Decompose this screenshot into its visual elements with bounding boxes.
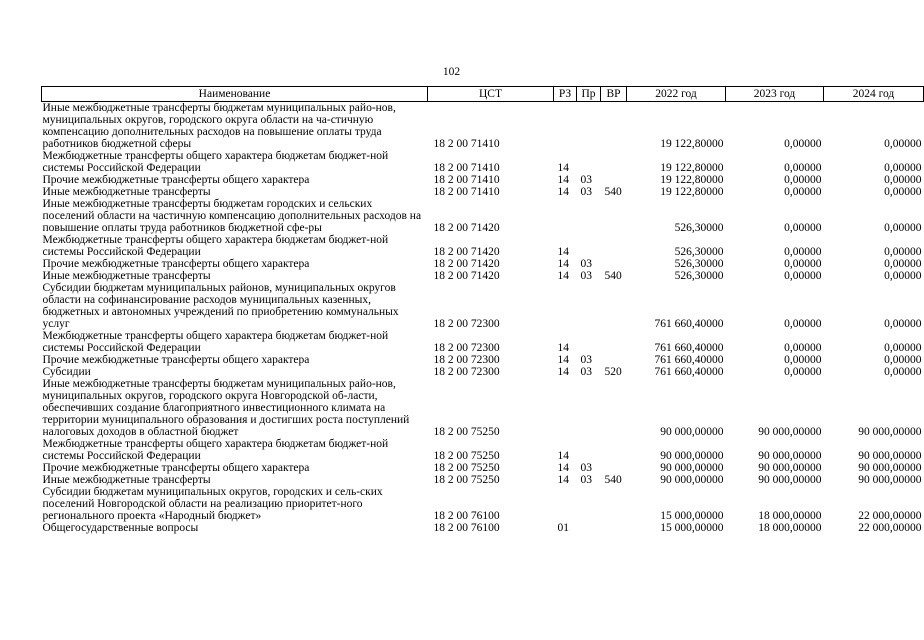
row-pr: 03	[580, 474, 592, 486]
row-value-2023: 90 000,00000	[758, 426, 822, 438]
row-rz	[554, 486, 577, 522]
table-body	[42, 102, 924, 535]
row-name: Иные межбюджетные трансферты	[42, 474, 211, 486]
row-vr	[601, 174, 627, 186]
row-value-2024: 90 000,00000	[858, 462, 922, 474]
row-vr	[601, 462, 627, 474]
budget-table	[41, 86, 924, 534]
row-code: 18 2 00 72300	[433, 354, 500, 366]
row-code: 18 2 00 72300	[433, 366, 500, 378]
table-row	[42, 330, 924, 354]
row-value-2022: 19 122,80000	[660, 186, 724, 198]
row-value-2023: 0,00000	[784, 342, 822, 354]
row-name: Прочие межбюджетные трансферты общего характера	[42, 354, 310, 366]
row-pr	[577, 150, 601, 174]
table-header-row	[42, 87, 924, 102]
row-value-2022: 15 000,00000	[660, 522, 724, 534]
row-value-2022: 90 000,00000	[660, 462, 724, 474]
row-pr: 03	[580, 186, 592, 198]
row-rz: 14	[557, 474, 569, 486]
row-value-2024: 90 000,00000	[858, 450, 922, 462]
row-vr	[601, 438, 627, 462]
row-code: 18 2 00 71420	[433, 222, 500, 234]
table-row	[42, 282, 924, 330]
row-rz: 14	[557, 162, 569, 174]
row-pr	[577, 438, 601, 462]
row-rz: 14	[557, 462, 569, 474]
row-name: Прочие межбюджетные трансферты общего характера	[42, 258, 310, 270]
row-vr	[601, 522, 627, 534]
row-value-2022: 90 000,00000	[660, 426, 724, 438]
row-value-2024: 0,00000	[884, 258, 922, 270]
row-code: 18 2 00 71420	[433, 258, 500, 270]
row-vr	[601, 198, 627, 234]
row-code: 18 2 00 71410	[433, 138, 500, 150]
row-value-2022: 526,30000	[674, 270, 724, 282]
row-value-2023: 0,00000	[784, 186, 822, 198]
row-rz: 14	[557, 270, 569, 282]
row-pr: 03	[580, 270, 592, 282]
row-value-2024: 90 000,00000	[858, 474, 922, 486]
row-value-2024: 0,00000	[884, 366, 922, 378]
row-vr	[601, 150, 627, 174]
row-rz: 01	[557, 522, 569, 534]
row-value-2023: 0,00000	[784, 222, 822, 234]
table-row	[42, 198, 924, 234]
row-vr	[601, 330, 627, 354]
row-value-2022: 19 122,80000	[660, 174, 724, 186]
row-name: Прочие межбюджетные трансферты общего характера	[42, 174, 310, 186]
row-value-2024: 0,00000	[884, 318, 922, 330]
page-number: 102	[442, 66, 461, 78]
row-code: 18 2 00 71410	[433, 174, 500, 186]
row-value-2022: 761 660,40000	[654, 342, 724, 354]
row-value-2022: 526,30000	[674, 258, 724, 270]
header-vr: ВР	[601, 87, 627, 102]
row-value-2023: 0,00000	[784, 246, 822, 258]
row-value-2023: 18 000,00000	[758, 522, 822, 534]
row-rz	[554, 198, 577, 234]
table-row	[42, 186, 924, 198]
row-name: Межбюджетные трансферты общего характера бюджетам бюджет-ной системы Российской Федерации	[42, 438, 389, 462]
table-row	[42, 102, 924, 151]
row-name: Субсидии бюджетам муниципальных районов, муниципальных округов области на софинансирование расходов муниципальных казенных, бюджетных и автономных учреждений по приобретению коммунальных услуг	[42, 282, 399, 330]
header-2023: 2023 год	[726, 87, 824, 102]
row-value-2024: 0,00000	[884, 162, 922, 174]
row-value-2022: 19 122,80000	[660, 162, 724, 174]
row-name: Субсидии бюджетам муниципальных округов, городских и сель-ских поселений Новгородской области на реализацию приоритет-ного регионального проекта «Народный бюджет»	[42, 486, 383, 522]
row-name: Иные межбюджетные трансферты	[42, 270, 211, 282]
header-2022: 2022 год	[627, 87, 726, 102]
row-value-2022: 761 660,40000	[654, 366, 724, 378]
row-name: Межбюджетные трансферты общего характера бюджетам бюджет-ной системы Российской Федерации	[42, 234, 389, 258]
table-row	[42, 378, 924, 438]
row-vr	[601, 378, 627, 438]
row-name: Общегосударственные вопросы	[42, 522, 199, 534]
row-value-2022: 90 000,00000	[660, 450, 724, 462]
row-code: 18 2 00 71410	[433, 162, 500, 174]
row-value-2024: 0,00000	[884, 354, 922, 366]
table-row	[42, 354, 924, 366]
header-code: ЦСТ	[428, 87, 554, 102]
row-value-2023: 0,00000	[784, 354, 822, 366]
row-value-2022: 526,30000	[674, 222, 724, 234]
row-pr	[577, 234, 601, 258]
header-name: Наименование	[42, 87, 428, 102]
row-value-2023: 0,00000	[784, 270, 822, 282]
row-pr	[577, 522, 601, 534]
table-row	[42, 270, 924, 282]
row-value-2023: 18 000,00000	[758, 510, 822, 522]
row-code: 18 2 00 75250	[433, 462, 500, 474]
row-rz: 14	[557, 246, 569, 258]
row-value-2022: 761 660,40000	[654, 318, 724, 330]
table-row	[42, 486, 924, 522]
row-code: 18 2 00 71420	[433, 270, 500, 282]
row-vr	[601, 258, 627, 270]
row-value-2023: 0,00000	[784, 138, 822, 150]
row-pr: 03	[580, 258, 592, 270]
row-value-2024: 22 000,00000	[858, 510, 922, 522]
row-name: Межбюджетные трансферты общего характера бюджетам бюджет-ной системы Российской Федерации	[42, 150, 389, 174]
row-pr: 03	[580, 354, 592, 366]
row-value-2024: 0,00000	[884, 270, 922, 282]
row-name: Иные межбюджетные трансферты бюджетам городских и сельских поселений области на частичную компенсацию дополнительных расходов на повышение оплаты труда работников бюджетной сфе-ры	[42, 198, 422, 234]
row-value-2024: 90 000,00000	[858, 426, 922, 438]
row-vr	[601, 486, 627, 522]
row-value-2024: 0,00000	[884, 138, 922, 150]
header-rz: РЗ	[554, 87, 577, 102]
row-name: Межбюджетные трансферты общего характера бюджетам бюджет-ной системы Российской Федерации	[42, 330, 389, 354]
row-rz	[554, 378, 577, 438]
row-pr	[577, 282, 601, 330]
row-value-2023: 0,00000	[784, 174, 822, 186]
row-vr: 540	[604, 186, 622, 198]
row-rz	[554, 282, 577, 330]
row-name: Иные межбюджетные трансферты бюджетам муниципальных райо-нов, муниципальных округов, городского округа области на ча-стичную компенсацию дополнительных расходов на повышение оплаты труда работников бюджетной сферы	[42, 102, 396, 150]
table-row	[42, 462, 924, 474]
row-code: 18 2 00 72300	[433, 342, 500, 354]
row-value-2022: 19 122,80000	[660, 138, 724, 150]
row-value-2024: 0,00000	[884, 342, 922, 354]
row-name: Субсидии	[42, 366, 91, 378]
table-row	[42, 234, 924, 258]
row-vr: 540	[604, 270, 622, 282]
table-row	[42, 522, 924, 534]
row-code: 18 2 00 72300	[433, 318, 500, 330]
row-pr: 03	[580, 174, 592, 186]
table-row	[42, 438, 924, 462]
header-2024: 2024 год	[824, 87, 924, 102]
row-value-2023: 90 000,00000	[758, 450, 822, 462]
row-vr	[601, 102, 627, 151]
row-pr	[577, 330, 601, 354]
row-rz: 14	[557, 450, 569, 462]
row-name: Прочие межбюджетные трансферты общего характера	[42, 462, 310, 474]
row-pr: 03	[580, 462, 592, 474]
row-value-2023: 0,00000	[784, 162, 822, 174]
row-value-2022: 761 660,40000	[654, 354, 724, 366]
row-pr	[577, 198, 601, 234]
row-value-2022: 526,30000	[674, 246, 724, 258]
row-code: 18 2 00 71410	[433, 186, 500, 198]
row-rz: 14	[557, 366, 569, 378]
row-name: Иные межбюджетные трансферты бюджетам муниципальных райо-нов, муниципальных округов, городского округа Новгородской об-ласти, обеспечивших создание благоприятного инвестиционного климата на территории муниципального образования и достигших роста поступлений налоговых доходов в областной бюджет	[42, 378, 410, 438]
row-vr	[601, 354, 627, 366]
row-rz: 14	[557, 258, 569, 270]
row-value-2024: 0,00000	[884, 174, 922, 186]
table-row	[42, 150, 924, 174]
row-pr	[577, 102, 601, 151]
row-value-2023: 0,00000	[784, 258, 822, 270]
row-rz: 14	[557, 354, 569, 366]
row-value-2023: 90 000,00000	[758, 474, 822, 486]
row-rz: 14	[557, 186, 569, 198]
row-value-2022: 90 000,00000	[660, 474, 724, 486]
row-value-2024: 0,00000	[884, 246, 922, 258]
row-code: 18 2 00 76100	[433, 510, 500, 522]
row-vr: 540	[604, 474, 622, 486]
row-name: Иные межбюджетные трансферты	[42, 186, 211, 198]
table-row	[42, 474, 924, 486]
header-pr: Пр	[577, 87, 601, 102]
row-vr: 520	[604, 366, 622, 378]
row-rz: 14	[557, 342, 569, 354]
row-code: 18 2 00 71420	[433, 246, 500, 258]
row-rz: 14	[557, 174, 569, 186]
row-value-2023: 0,00000	[784, 366, 822, 378]
table-row	[42, 366, 924, 378]
row-code: 18 2 00 75250	[433, 426, 500, 438]
row-value-2023: 90 000,00000	[758, 462, 822, 474]
row-value-2024: 0,00000	[884, 186, 922, 198]
row-vr	[601, 234, 627, 258]
row-code: 18 2 00 75250	[433, 450, 500, 462]
table-row	[42, 258, 924, 270]
table-row	[42, 174, 924, 186]
row-pr: 03	[580, 366, 592, 378]
row-vr	[601, 282, 627, 330]
row-rz	[554, 102, 577, 151]
row-pr	[577, 378, 601, 438]
row-value-2024: 22 000,00000	[858, 522, 922, 534]
row-code: 18 2 00 76100	[433, 522, 500, 534]
row-code: 18 2 00 75250	[433, 474, 500, 486]
row-value-2024: 0,00000	[884, 222, 922, 234]
row-value-2022: 15 000,00000	[660, 510, 724, 522]
row-pr	[577, 486, 601, 522]
row-value-2023: 0,00000	[784, 318, 822, 330]
